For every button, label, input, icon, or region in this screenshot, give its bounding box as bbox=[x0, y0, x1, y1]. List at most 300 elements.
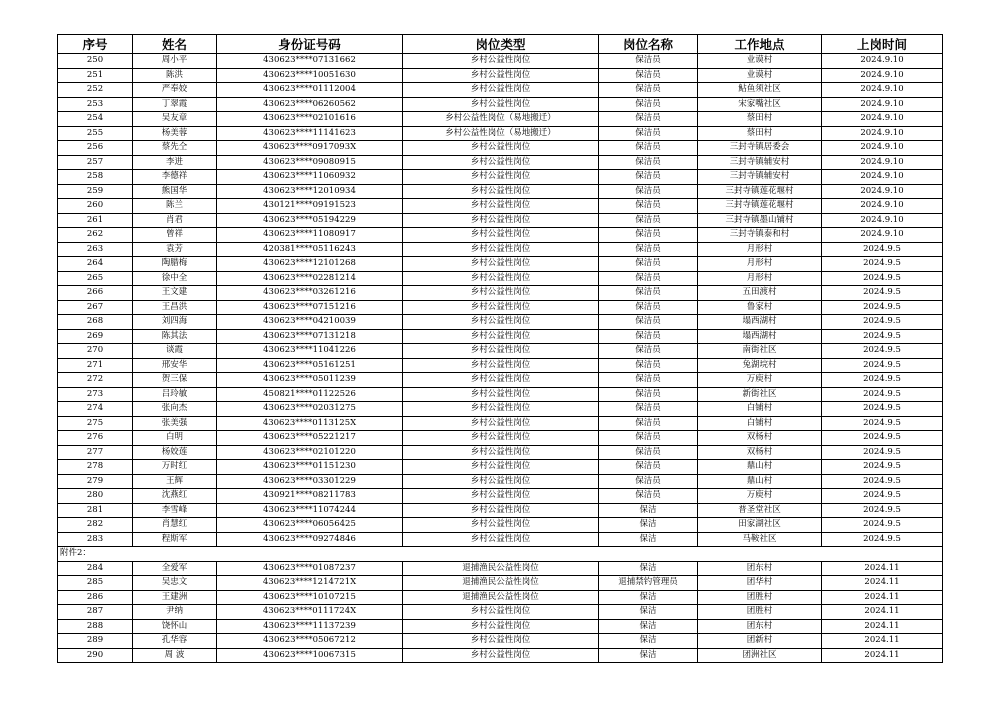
annex-label-row bbox=[58, 547, 943, 562]
cell-position-type: 乡村公益性岗位 bbox=[403, 402, 599, 417]
cell-index: 273 bbox=[58, 387, 133, 402]
cell-id-number: 430623****09080915 bbox=[217, 155, 403, 170]
cell-start-date: 2024.9.10 bbox=[822, 54, 943, 69]
cell-start-date: 2024.9.5 bbox=[822, 358, 943, 373]
cell-id-number: 430623****0917093X bbox=[217, 141, 403, 156]
cell-work-location: 月形村 bbox=[698, 242, 822, 257]
cell-name: 孔华容 bbox=[133, 634, 217, 649]
cell-name: 刘四海 bbox=[133, 315, 217, 330]
cell-name: 张美强 bbox=[133, 416, 217, 431]
cell-index: 270 bbox=[58, 344, 133, 359]
cell-position-name: 保洁员 bbox=[599, 315, 698, 330]
table-row bbox=[58, 460, 943, 475]
cell-index: 263 bbox=[58, 242, 133, 257]
cell-position-type: 乡村公益性岗位 bbox=[403, 532, 599, 547]
cell-id-number: 430623****10107215 bbox=[217, 590, 403, 605]
cell-start-date: 2024.11 bbox=[822, 648, 943, 663]
cell-id-number: 430623****11137239 bbox=[217, 619, 403, 634]
cell-id-number: 430623****11141623 bbox=[217, 126, 403, 141]
cell-id-number: 430623****04210039 bbox=[217, 315, 403, 330]
cell-name: 肖慧红 bbox=[133, 518, 217, 533]
table-row bbox=[58, 373, 943, 388]
cell-position-name: 保洁员 bbox=[599, 199, 698, 214]
cell-work-location: 鲇鱼须社区 bbox=[698, 83, 822, 98]
cell-id-number: 430623****0111724X bbox=[217, 605, 403, 620]
table-row bbox=[58, 68, 943, 83]
cell-work-location: 塌西湖村 bbox=[698, 315, 822, 330]
cell-start-date: 2024.9.10 bbox=[822, 228, 943, 243]
cell-index: 275 bbox=[58, 416, 133, 431]
cell-position-name: 保洁 bbox=[599, 648, 698, 663]
cell-position-type: 乡村公益性岗位 bbox=[403, 54, 599, 69]
cell-position-name: 保洁 bbox=[599, 503, 698, 518]
cell-work-location: 团东村 bbox=[698, 619, 822, 634]
cell-id-number: 430623****05194229 bbox=[217, 213, 403, 228]
cell-name: 曾祥 bbox=[133, 228, 217, 243]
cell-id-number: 430623****02101616 bbox=[217, 112, 403, 127]
cell-work-location: 田家湖社区 bbox=[698, 518, 822, 533]
cell-index: 277 bbox=[58, 445, 133, 460]
table-row bbox=[58, 402, 943, 417]
header-start-date: 上岗时间 bbox=[822, 35, 943, 54]
cell-work-location: 团洲社区 bbox=[698, 648, 822, 663]
cell-index: 255 bbox=[58, 126, 133, 141]
cell-name: 谈霞 bbox=[133, 344, 217, 359]
cell-position-name: 保洁 bbox=[599, 590, 698, 605]
table-row bbox=[58, 416, 943, 431]
cell-id-number: 450821****01122526 bbox=[217, 387, 403, 402]
cell-name: 陈其法 bbox=[133, 329, 217, 344]
cell-start-date: 2024.11 bbox=[822, 634, 943, 649]
cell-work-location: 三封寺镇墨山铺村 bbox=[698, 213, 822, 228]
cell-id-number: 430623****10051630 bbox=[217, 68, 403, 83]
cell-index: 274 bbox=[58, 402, 133, 417]
cell-id-number: 430623****11060932 bbox=[217, 170, 403, 185]
table-row bbox=[58, 242, 943, 257]
cell-name: 万时红 bbox=[133, 460, 217, 475]
cell-position-name: 保洁员 bbox=[599, 54, 698, 69]
cell-start-date: 2024.9.5 bbox=[822, 460, 943, 475]
cell-index: 253 bbox=[58, 97, 133, 112]
cell-id-number: 430623****01087237 bbox=[217, 561, 403, 576]
cell-index: 269 bbox=[58, 329, 133, 344]
cell-start-date: 2024.11 bbox=[822, 619, 943, 634]
cell-position-name: 保洁 bbox=[599, 561, 698, 576]
cell-index: 290 bbox=[58, 648, 133, 663]
cell-index: 280 bbox=[58, 489, 133, 504]
cell-start-date: 2024.11 bbox=[822, 576, 943, 591]
cell-id-number: 430623****07151216 bbox=[217, 300, 403, 315]
cell-start-date: 2024.9.5 bbox=[822, 286, 943, 301]
cell-position-name: 保洁员 bbox=[599, 286, 698, 301]
cell-name: 吴忠文 bbox=[133, 576, 217, 591]
cell-work-location: 蔡田村 bbox=[698, 126, 822, 141]
cell-position-type: 乡村公益性岗位（易地搬迁） bbox=[403, 126, 599, 141]
cell-start-date: 2024.9.5 bbox=[822, 344, 943, 359]
cell-start-date: 2024.9.5 bbox=[822, 329, 943, 344]
table-row bbox=[58, 54, 943, 69]
cell-work-location: 南街社区 bbox=[698, 344, 822, 359]
cell-index: 260 bbox=[58, 199, 133, 214]
cell-position-name: 保洁员 bbox=[599, 83, 698, 98]
cell-start-date: 2024.9.10 bbox=[822, 184, 943, 199]
cell-position-type: 退捕渔民公益性岗位 bbox=[403, 561, 599, 576]
cell-position-type: 乡村公益性岗位 bbox=[403, 619, 599, 634]
cell-position-name: 保洁员 bbox=[599, 155, 698, 170]
cell-name: 程斯军 bbox=[133, 532, 217, 547]
table-row bbox=[58, 344, 943, 359]
cell-position-type: 乡村公益性岗位 bbox=[403, 315, 599, 330]
cell-work-location: 月形村 bbox=[698, 257, 822, 272]
cell-name: 杨美蓉 bbox=[133, 126, 217, 141]
cell-name: 周 波 bbox=[133, 648, 217, 663]
cell-position-type: 乡村公益性岗位 bbox=[403, 474, 599, 489]
cell-name: 吴友章 bbox=[133, 112, 217, 127]
cell-name: 陈兰 bbox=[133, 199, 217, 214]
cell-position-type: 乡村公益性岗位 bbox=[403, 83, 599, 98]
table-row bbox=[58, 170, 943, 185]
cell-index: 289 bbox=[58, 634, 133, 649]
cell-index: 264 bbox=[58, 257, 133, 272]
cell-work-location: 新街社区 bbox=[698, 387, 822, 402]
table-row bbox=[58, 126, 943, 141]
cell-start-date: 2024.9.5 bbox=[822, 242, 943, 257]
table-row bbox=[58, 213, 943, 228]
cell-id-number: 430623****10067315 bbox=[217, 648, 403, 663]
cell-index: 259 bbox=[58, 184, 133, 199]
cell-position-name: 保洁员 bbox=[599, 257, 698, 272]
cell-id-number: 430623****03261216 bbox=[217, 286, 403, 301]
cell-id-number: 430623****02101220 bbox=[217, 445, 403, 460]
table-row bbox=[58, 431, 943, 446]
cell-position-name: 保洁 bbox=[599, 532, 698, 547]
cell-name: 白明 bbox=[133, 431, 217, 446]
cell-start-date: 2024.9.5 bbox=[822, 300, 943, 315]
table-row bbox=[58, 141, 943, 156]
cell-name: 尹纳 bbox=[133, 605, 217, 620]
cell-work-location: 鼎山村 bbox=[698, 474, 822, 489]
table-row bbox=[58, 445, 943, 460]
cell-work-location: 月形村 bbox=[698, 271, 822, 286]
cell-name: 丁翠霞 bbox=[133, 97, 217, 112]
cell-work-location: 三封寺镇辅安村 bbox=[698, 170, 822, 185]
cell-position-name: 保洁员 bbox=[599, 184, 698, 199]
header-position-type: 岗位类型 bbox=[403, 35, 599, 54]
cell-position-type: 乡村公益性岗位 bbox=[403, 358, 599, 373]
cell-id-number: 420381****05116243 bbox=[217, 242, 403, 257]
cell-position-type: 乡村公益性岗位 bbox=[403, 213, 599, 228]
cell-position-name: 保洁员 bbox=[599, 402, 698, 417]
cell-name: 李雪峰 bbox=[133, 503, 217, 518]
cell-position-name: 保洁 bbox=[599, 619, 698, 634]
table-row bbox=[58, 329, 943, 344]
cell-position-name: 保洁员 bbox=[599, 445, 698, 460]
cell-name: 严奉姣 bbox=[133, 83, 217, 98]
cell-position-name: 保洁员 bbox=[599, 126, 698, 141]
cell-index: 287 bbox=[58, 605, 133, 620]
table-row bbox=[58, 184, 943, 199]
cell-start-date: 2024.9.5 bbox=[822, 315, 943, 330]
table-row bbox=[58, 112, 943, 127]
cell-position-type: 乡村公益性岗位 bbox=[403, 184, 599, 199]
cell-name: 吕玲敏 bbox=[133, 387, 217, 402]
table-row bbox=[58, 561, 943, 576]
cell-work-location: 兔湖垸村 bbox=[698, 358, 822, 373]
cell-work-location: 五田渡村 bbox=[698, 286, 822, 301]
cell-position-type: 乡村公益性岗位 bbox=[403, 648, 599, 663]
cell-start-date: 2024.11 bbox=[822, 590, 943, 605]
cell-work-location: 双杨村 bbox=[698, 445, 822, 460]
table-row bbox=[58, 155, 943, 170]
cell-id-number: 430623****11041226 bbox=[217, 344, 403, 359]
cell-start-date: 2024.9.5 bbox=[822, 431, 943, 446]
cell-position-type: 乡村公益性岗位 bbox=[403, 503, 599, 518]
cell-name: 陈洪 bbox=[133, 68, 217, 83]
cell-work-location: 团胜村 bbox=[698, 590, 822, 605]
cell-index: 279 bbox=[58, 474, 133, 489]
table-row bbox=[58, 648, 943, 663]
cell-position-type: 乡村公益性岗位 bbox=[403, 271, 599, 286]
cell-start-date: 2024.9.5 bbox=[822, 489, 943, 504]
cell-id-number: 430623****09274846 bbox=[217, 532, 403, 547]
cell-start-date: 2024.9.10 bbox=[822, 170, 943, 185]
cell-position-name: 保洁员 bbox=[599, 228, 698, 243]
cell-work-location: 万庾村 bbox=[698, 489, 822, 504]
cell-position-name: 保洁员 bbox=[599, 141, 698, 156]
cell-position-type: 退捕渔民公益性岗位 bbox=[403, 590, 599, 605]
cell-position-name: 保洁员 bbox=[599, 242, 698, 257]
table-row bbox=[58, 619, 943, 634]
table-row bbox=[58, 83, 943, 98]
cell-start-date: 2024.9.5 bbox=[822, 402, 943, 417]
cell-work-location: 团华村 bbox=[698, 576, 822, 591]
cell-position-name: 保洁员 bbox=[599, 431, 698, 446]
table-row bbox=[58, 576, 943, 591]
cell-index: 283 bbox=[58, 532, 133, 547]
cell-position-name: 保洁员 bbox=[599, 68, 698, 83]
cell-index: 262 bbox=[58, 228, 133, 243]
cell-work-location: 鼎山村 bbox=[698, 460, 822, 475]
cell-work-location: 三封寺镇居委会 bbox=[698, 141, 822, 156]
cell-work-location: 白铺村 bbox=[698, 402, 822, 417]
table-row bbox=[58, 489, 943, 504]
cell-position-type: 乡村公益性岗位（易地搬迁） bbox=[403, 112, 599, 127]
cell-name: 李进 bbox=[133, 155, 217, 170]
cell-index: 254 bbox=[58, 112, 133, 127]
cell-index: 256 bbox=[58, 141, 133, 156]
header-work-location: 工作地点 bbox=[698, 35, 822, 54]
cell-position-type: 乡村公益性岗位 bbox=[403, 228, 599, 243]
table-row bbox=[58, 503, 943, 518]
cell-index: 266 bbox=[58, 286, 133, 301]
employee-table-sheet bbox=[57, 34, 942, 663]
cell-work-location: 团胜村 bbox=[698, 605, 822, 620]
cell-position-type: 退捕渔民公益性岗位 bbox=[403, 576, 599, 591]
header-index: 序号 bbox=[58, 35, 133, 54]
cell-work-location: 马鞍社区 bbox=[698, 532, 822, 547]
cell-position-name: 保洁员 bbox=[599, 358, 698, 373]
cell-name: 邢安华 bbox=[133, 358, 217, 373]
cell-id-number: 430623****05067212 bbox=[217, 634, 403, 649]
table-body-annex bbox=[58, 561, 943, 663]
cell-start-date: 2024.9.10 bbox=[822, 112, 943, 127]
cell-start-date: 2024.9.5 bbox=[822, 257, 943, 272]
table-row bbox=[58, 590, 943, 605]
cell-position-type: 乡村公益性岗位 bbox=[403, 170, 599, 185]
cell-start-date: 2024.11 bbox=[822, 561, 943, 576]
cell-work-location: 三封寺镇莲花堰村 bbox=[698, 184, 822, 199]
cell-position-name: 保洁员 bbox=[599, 170, 698, 185]
header-position-name: 岗位名称 bbox=[599, 35, 698, 54]
cell-id-number: 430623****0113125X bbox=[217, 416, 403, 431]
cell-position-name: 保洁员 bbox=[599, 387, 698, 402]
cell-index: 276 bbox=[58, 431, 133, 446]
cell-start-date: 2024.9.5 bbox=[822, 416, 943, 431]
table-row bbox=[58, 228, 943, 243]
cell-position-name: 保洁员 bbox=[599, 373, 698, 388]
cell-start-date: 2024.9.5 bbox=[822, 503, 943, 518]
cell-id-number: 430623****06260562 bbox=[217, 97, 403, 112]
cell-index: 271 bbox=[58, 358, 133, 373]
cell-index: 286 bbox=[58, 590, 133, 605]
cell-name: 李德祥 bbox=[133, 170, 217, 185]
cell-position-name: 保洁员 bbox=[599, 344, 698, 359]
cell-position-type: 乡村公益性岗位 bbox=[403, 445, 599, 460]
cell-id-number: 430623****02281214 bbox=[217, 271, 403, 286]
cell-position-name: 退捕禁钓管理员 bbox=[599, 576, 698, 591]
cell-position-name: 保洁员 bbox=[599, 213, 698, 228]
table-row bbox=[58, 300, 943, 315]
cell-id-number: 430623****07131218 bbox=[217, 329, 403, 344]
cell-id-number: 430623****07131662 bbox=[217, 54, 403, 69]
cell-work-location: 团东村 bbox=[698, 561, 822, 576]
annex-label: 附件2： bbox=[58, 547, 943, 562]
cell-index: 252 bbox=[58, 83, 133, 98]
cell-position-type: 乡村公益性岗位 bbox=[403, 155, 599, 170]
table-row bbox=[58, 634, 943, 649]
cell-start-date: 2024.9.5 bbox=[822, 271, 943, 286]
cell-id-number: 430623****01151230 bbox=[217, 460, 403, 475]
cell-work-location: 万庾村 bbox=[698, 373, 822, 388]
cell-name: 陶腊梅 bbox=[133, 257, 217, 272]
cell-index: 251 bbox=[58, 68, 133, 83]
cell-id-number: 430121****09191523 bbox=[217, 199, 403, 214]
cell-index: 268 bbox=[58, 315, 133, 330]
cell-position-name: 保洁员 bbox=[599, 112, 698, 127]
cell-name: 熊国华 bbox=[133, 184, 217, 199]
cell-id-number: 430623****01112004 bbox=[217, 83, 403, 98]
cell-start-date: 2024.9.10 bbox=[822, 126, 943, 141]
cell-position-type: 乡村公益性岗位 bbox=[403, 97, 599, 112]
cell-position-type: 乡村公益性岗位 bbox=[403, 242, 599, 257]
cell-work-location: 三封寺镇泰和村 bbox=[698, 228, 822, 243]
cell-index: 258 bbox=[58, 170, 133, 185]
cell-position-type: 乡村公益性岗位 bbox=[403, 416, 599, 431]
cell-work-location: 团新村 bbox=[698, 634, 822, 649]
cell-position-name: 保洁员 bbox=[599, 474, 698, 489]
cell-start-date: 2024.9.5 bbox=[822, 474, 943, 489]
cell-start-date: 2024.9.10 bbox=[822, 155, 943, 170]
cell-work-location: 宋家嘴社区 bbox=[698, 97, 822, 112]
cell-work-location: 鲁家村 bbox=[698, 300, 822, 315]
cell-position-type: 乡村公益性岗位 bbox=[403, 373, 599, 388]
cell-position-type: 乡村公益性岗位 bbox=[403, 257, 599, 272]
cell-start-date: 2024.9.10 bbox=[822, 213, 943, 228]
cell-position-type: 乡村公益性岗位 bbox=[403, 286, 599, 301]
cell-index: 285 bbox=[58, 576, 133, 591]
table-row bbox=[58, 605, 943, 620]
cell-start-date: 2024.9.10 bbox=[822, 83, 943, 98]
cell-position-name: 保洁员 bbox=[599, 460, 698, 475]
cell-index: 284 bbox=[58, 561, 133, 576]
cell-name: 杨姣莲 bbox=[133, 445, 217, 460]
cell-id-number: 430623****12101268 bbox=[217, 257, 403, 272]
employee-table bbox=[57, 34, 943, 663]
table-row bbox=[58, 97, 943, 112]
cell-id-number: 430623****05161251 bbox=[217, 358, 403, 373]
cell-start-date: 2024.9.10 bbox=[822, 199, 943, 214]
table-row bbox=[58, 474, 943, 489]
header-id-number: 身份证号码 bbox=[217, 35, 403, 54]
cell-start-date: 2024.9.10 bbox=[822, 68, 943, 83]
cell-name: 肖君 bbox=[133, 213, 217, 228]
cell-work-location: 三封寺镇辅安村 bbox=[698, 155, 822, 170]
cell-index: 267 bbox=[58, 300, 133, 315]
cell-name: 蔡先仝 bbox=[133, 141, 217, 156]
cell-id-number: 430623****05011239 bbox=[217, 373, 403, 388]
cell-position-type: 乡村公益性岗位 bbox=[403, 605, 599, 620]
table-body-main bbox=[58, 54, 943, 547]
cell-id-number: 430623****11080917 bbox=[217, 228, 403, 243]
cell-position-type: 乡村公益性岗位 bbox=[403, 300, 599, 315]
header-name: 姓名 bbox=[133, 35, 217, 54]
cell-position-type: 乡村公益性岗位 bbox=[403, 387, 599, 402]
table-row bbox=[58, 286, 943, 301]
cell-work-location: 业谟村 bbox=[698, 54, 822, 69]
cell-work-location: 普圣堂社区 bbox=[698, 503, 822, 518]
table-row bbox=[58, 387, 943, 402]
cell-name: 贺三保 bbox=[133, 373, 217, 388]
cell-position-type: 乡村公益性岗位 bbox=[403, 518, 599, 533]
cell-work-location: 塌西湖村 bbox=[698, 329, 822, 344]
cell-name: 周小平 bbox=[133, 54, 217, 69]
cell-start-date: 2024.9.5 bbox=[822, 373, 943, 388]
cell-position-name: 保洁员 bbox=[599, 489, 698, 504]
table-row bbox=[58, 199, 943, 214]
cell-position-type: 乡村公益性岗位 bbox=[403, 634, 599, 649]
cell-position-type: 乡村公益性岗位 bbox=[403, 344, 599, 359]
cell-position-type: 乡村公益性岗位 bbox=[403, 141, 599, 156]
cell-index: 265 bbox=[58, 271, 133, 286]
cell-name: 全爱军 bbox=[133, 561, 217, 576]
cell-index: 261 bbox=[58, 213, 133, 228]
cell-position-name: 保洁员 bbox=[599, 416, 698, 431]
cell-start-date: 2024.9.5 bbox=[822, 532, 943, 547]
table-header-row bbox=[58, 35, 943, 54]
cell-id-number: 430623****03301229 bbox=[217, 474, 403, 489]
cell-id-number: 430623****11074244 bbox=[217, 503, 403, 518]
cell-position-type: 乡村公益性岗位 bbox=[403, 199, 599, 214]
cell-name: 张向杰 bbox=[133, 402, 217, 417]
cell-position-name: 保洁员 bbox=[599, 329, 698, 344]
cell-position-name: 保洁 bbox=[599, 605, 698, 620]
cell-start-date: 2024.9.10 bbox=[822, 97, 943, 112]
cell-position-name: 保洁 bbox=[599, 634, 698, 649]
cell-index: 272 bbox=[58, 373, 133, 388]
cell-name: 徐中全 bbox=[133, 271, 217, 286]
table-row bbox=[58, 315, 943, 330]
cell-name: 饶怀山 bbox=[133, 619, 217, 634]
